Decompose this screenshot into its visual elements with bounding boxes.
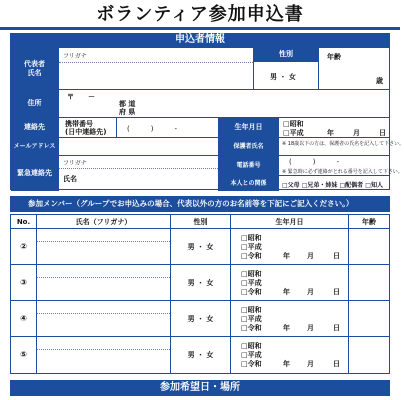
emergency-name-label: 氏名 [63,175,77,183]
furigana-divider [59,62,253,63]
relation-label: 本人との関係 [219,176,279,191]
member-name-divider [37,241,170,242]
member-month-unit: 月 [307,324,314,332]
age-suffix: 歳 [376,77,383,85]
pref-label-2: 府 県 [119,108,136,116]
birthday-label: 生年月日 [219,118,279,138]
members-table [10,214,390,374]
member-birthday[interactable] [231,301,349,337]
age-label: 年齢 [327,53,341,61]
address-field[interactable] [59,90,389,118]
member-age[interactable] [349,301,389,337]
member-gender[interactable]: 男 ・ 女 [171,301,231,337]
month-unit: 月 [353,129,360,137]
col-header-name: 氏名（フリガナ） [37,215,171,229]
age-field[interactable] [319,48,389,90]
furigana-label: フリガナ [63,53,87,60]
emergency-furigana-divider [59,168,218,169]
birthday-field[interactable] [279,118,389,138]
member-era-reiwa: □令和 [241,324,262,332]
member-era-showa: □昭和 [241,270,262,278]
member-year-unit: 年 [283,324,290,332]
col-header-birthday: 生年月日 [231,215,349,229]
member-era-heisei: □平成 [241,279,262,287]
member-birthday[interactable] [231,265,349,301]
guardian-note: ※ 18歳以下の方は、保護者の氏名を記入して下さい。 [282,141,404,147]
member-birthday[interactable] [231,229,349,265]
emergency-label: 緊急連絡先 [11,156,59,191]
member-era-reiwa: □令和 [241,252,262,260]
contact-label: 連絡先 [11,118,59,138]
address-label: 住所 [11,90,59,118]
emergency-phone-field[interactable] [279,156,403,176]
member-birthday[interactable] [231,337,349,373]
member-age[interactable] [349,265,389,301]
member-age[interactable] [349,229,389,265]
member-row-no: ④ [11,301,37,337]
guardian-field[interactable] [279,138,404,156]
gender-options: 男 ・ 女 [270,73,296,81]
emergency-phone-format: ( ) - [289,158,339,166]
member-era-showa: □昭和 [241,306,262,314]
emergency-name-field[interactable] [59,156,219,191]
member-name-field[interactable] [37,229,171,265]
title-underline [0,27,400,30]
member-era-showa: □昭和 [241,342,262,350]
mobile-label: 携帯番号 (日中連絡先) [59,118,117,138]
member-name-divider [37,349,170,350]
member-era-showa: □昭和 [241,234,262,242]
rep-name-field[interactable] [59,48,254,90]
member-gender[interactable]: 男 ・ 女 [171,229,231,265]
member-era-reiwa: □令和 [241,288,262,296]
member-day-unit: 日 [333,360,340,368]
member-era-reiwa: □令和 [241,360,262,368]
member-gender[interactable]: 男 ・ 女 [171,265,231,301]
col-header-gender: 性別 [171,215,231,229]
mobile-format: ( ) - [127,125,177,133]
member-age[interactable] [349,337,389,373]
member-day-unit: 日 [333,288,340,296]
member-name-divider [37,277,170,278]
pref-label-1: 都 道 [119,100,136,108]
emergency-phone-label: 電話番号 [219,156,279,176]
member-row-no: ② [11,229,37,265]
section-heading-applicant: 申込者情報 [10,33,390,47]
gender-field[interactable] [254,62,319,90]
era-showa: □昭和 [283,120,304,128]
member-year-unit: 年 [283,252,290,260]
member-month-unit: 月 [307,288,314,296]
emergency-phone-note: ※ 緊急時に必ず連絡がとれる番号を記入して下さい。 [282,169,403,175]
member-day-unit: 日 [333,252,340,260]
member-row-no: ⑤ [11,337,37,373]
member-name-field[interactable] [37,337,171,373]
rep-name-label: 代表者 氏名 [11,48,59,90]
member-name-field[interactable] [37,301,171,337]
relation-field[interactable] [279,176,389,191]
email-label: メールアドレス [11,138,59,156]
emergency-furigana: フリガナ [63,160,87,167]
postal-code: 〒 － [67,93,95,101]
email-field[interactable] [59,138,219,156]
member-gender[interactable]: 男 ・ 女 [171,337,231,373]
member-era-heisei: □平成 [241,351,262,359]
gender-label: 性別 [254,48,319,62]
section-heading-date-place: 参加希望日・場所 [10,380,390,396]
era-heisei: □平成 [283,129,304,137]
page-title: ボランティア参加申込書 [96,4,304,25]
member-era-heisei: □平成 [241,315,262,323]
member-row-no: ③ [11,265,37,301]
section-heading-members: 参加メンバー（グループでお申込みの場合、代表以外の方のお名前等を下記にご記入ください。） [10,196,390,212]
guardian-label: 保護者氏名 [219,138,279,156]
col-header-no: No. [11,215,37,229]
mobile-field[interactable] [117,118,219,138]
day-unit: 日 [379,129,386,137]
member-name-field[interactable] [37,265,171,301]
relation-options: □父母 □兄弟・姉妹 □配偶者 □知人 [282,182,383,189]
year-unit: 年 [327,129,334,137]
member-year-unit: 年 [283,288,290,296]
member-name-divider [37,313,170,314]
member-era-heisei: □平成 [241,243,262,251]
member-year-unit: 年 [283,360,290,368]
member-month-unit: 月 [307,360,314,368]
col-header-age: 年齢 [349,215,389,229]
applicant-form [10,47,404,190]
member-day-unit: 日 [333,324,340,332]
member-month-unit: 月 [307,252,314,260]
